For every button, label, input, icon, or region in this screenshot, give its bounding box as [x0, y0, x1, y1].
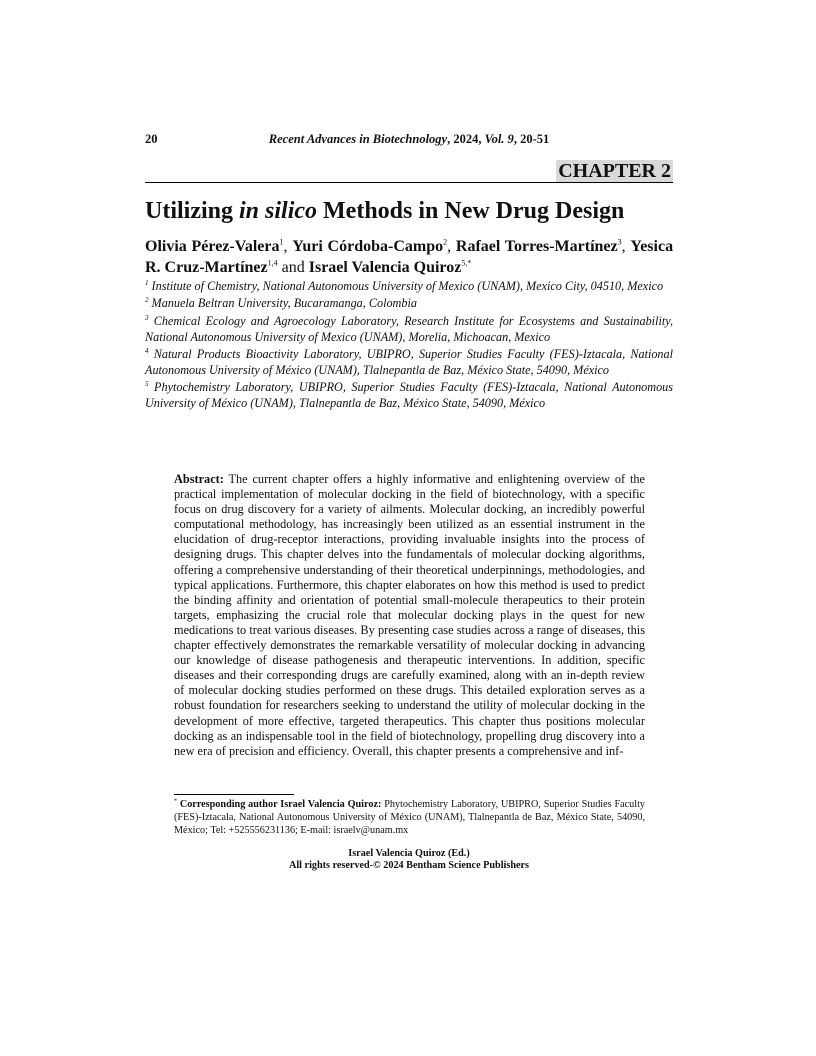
- affiliations: [145, 279, 673, 413]
- author-separator: and: [277, 259, 309, 276]
- author-separator: ,: [283, 238, 293, 255]
- chapter-title: [145, 196, 673, 226]
- affiliation-sup: 4: [145, 346, 149, 355]
- journal-citation: [145, 132, 673, 147]
- author-list: [145, 236, 673, 278]
- title-part2: Methods in New Drug Design: [317, 198, 625, 224]
- title-italic: in silico: [239, 198, 318, 224]
- author-affil-sup: 3: [617, 237, 622, 247]
- affiliation-text: Manuela Beltran University, Bucaramanga, Colombia: [151, 296, 417, 311]
- footnote-rule: [174, 794, 294, 795]
- author-affil-sup: 1,4: [267, 258, 278, 268]
- abstract-text: The current chapter offers a highly informative and enlightening overview of the practical implementation of molecular docking in the field of biotechnology, with a specific focus on drug discovery for a variety of ailments. Molecular docking, an incredibly powerful computational methodology, has increasingly been utilized as an essential instrument in the elucidation of drug-receptor interactions, providing invaluable insights into the process of designing drugs. This chapter delves into the fundamentals of molecular docking algorithms, offering a comprehensive understanding of their theoretical underpinnings, methodologies, and typical applications. Furthermore, this chapter elaborates on how this method is used to predict the binding affinity and orientation of potential small-molecule therapeutics to their protein targets, emphasizing the crucial role that molecular docking plays in the quest for new medications to treat various diseases. By presenting case studies across a range of diseases, this chapter effectively demonstrates the remarkable versatility of molecular docking in advancing our knowledge of disease pathogenesis and therapeutic interventions. In addition, specific diseases and their corresponding drugs are carefully examined, along with an in-depth review of molecular docking studies performed on these drugs. This detailed exploration serves as a robust foundation for researchers seeking to understand the utility of molecular docking in the development of more effective, targeted therapeutics. This chapter thus positions molecular docking as an indispensable tool in the field of biotechnology, propelling drug discovery into a new era of precision and efficiency. Overall, this chapter presents a comprehensive and inf-: [174, 472, 645, 758]
- rights-line: All rights reserved-© 2024 Bentham Science Publishers: [288, 860, 530, 872]
- affiliation-text: Natural Products Bioactivity Laboratory, UBIPRO, Superior Studies Faculty (FES)-Iztacala, National Autonomous University of México (UNAM), Tlalnepantla de Baz, México State, 54090, México: [145, 346, 674, 377]
- corresponding-author-footnote: [174, 798, 645, 838]
- chapter-label: CHAPTER 2: [558, 160, 671, 182]
- affiliation: [145, 347, 673, 379]
- affiliation: [145, 296, 673, 312]
- author-affil-sup: 1: [279, 237, 284, 247]
- affiliation-sup: 5: [145, 379, 149, 388]
- author-affil-sup: 2: [443, 237, 448, 247]
- affiliation-sup: 2: [145, 296, 149, 305]
- page-number: 20: [145, 132, 158, 146]
- affiliation-sup: 1: [145, 278, 149, 287]
- publisher-credits: [145, 848, 673, 873]
- editor-line: Israel Valencia Quiroz (Ed.): [348, 848, 470, 859]
- abstract-label: Abstract:: [174, 472, 224, 486]
- author-name: Yuri Córdoba-Campo: [292, 238, 444, 255]
- journal-volume: Vol. 9: [484, 132, 514, 146]
- affiliation: [145, 279, 673, 295]
- chapter-header: [145, 160, 673, 183]
- author-name: Yesica R. Cruz-Martínez: [145, 238, 674, 276]
- author-affil-sup: 5,*: [461, 258, 472, 268]
- affiliation-text: Chemical Ecology and Agroecology Laboratory, Research Institute for Ecosystems and Sustainability, National Autonomous University of Mexico (UNAM), Morelia, Michoacan, Mexico: [145, 313, 673, 344]
- author-name: Rafael Torres-Martínez: [455, 238, 618, 255]
- author-name: Israel Valencia Quiroz: [308, 259, 462, 276]
- affiliation: [145, 380, 673, 412]
- running-head: [145, 132, 673, 148]
- journal-year: , 2024,: [447, 132, 485, 146]
- footnote-text: Phytochemistry Laboratory, UBIPRO, Superior Studies Faculty (FES)-Iztacala, National Autonomous University of México (UNAM), Tlalnepantla de Baz, México State, 54090, México; Tel: +525556231136; E-mail: israelv@unam.mx: [174, 799, 645, 837]
- footnote-sup: *: [174, 798, 177, 805]
- footnote-label: Corresponding author Israel Valencia Quiroz:: [179, 799, 382, 810]
- affiliation-text: Institute of Chemistry, National Autonomous University of Mexico (UNAM), Mexico City, 04510, Mexico: [151, 279, 664, 293]
- title-part1: Utilizing: [145, 198, 239, 224]
- journal-pages: , 20-51: [513, 132, 550, 146]
- author-separator: ,: [447, 238, 456, 255]
- journal-name: Recent Advances in Biotechnology: [268, 132, 448, 146]
- author-name: Olivia Pérez-Valera: [145, 238, 280, 255]
- author-separator: ,: [621, 238, 631, 255]
- affiliation-text: Phytochemistry Laboratory, UBIPRO, Superior Studies Faculty (FES)-Iztacala, National Autonomous University of México (UNAM), Tlalnepantla de Baz, México State, 54090, México: [145, 380, 674, 410]
- abstract: [174, 472, 645, 759]
- affiliation-sup: 3: [145, 313, 149, 322]
- affiliation: [145, 314, 673, 346]
